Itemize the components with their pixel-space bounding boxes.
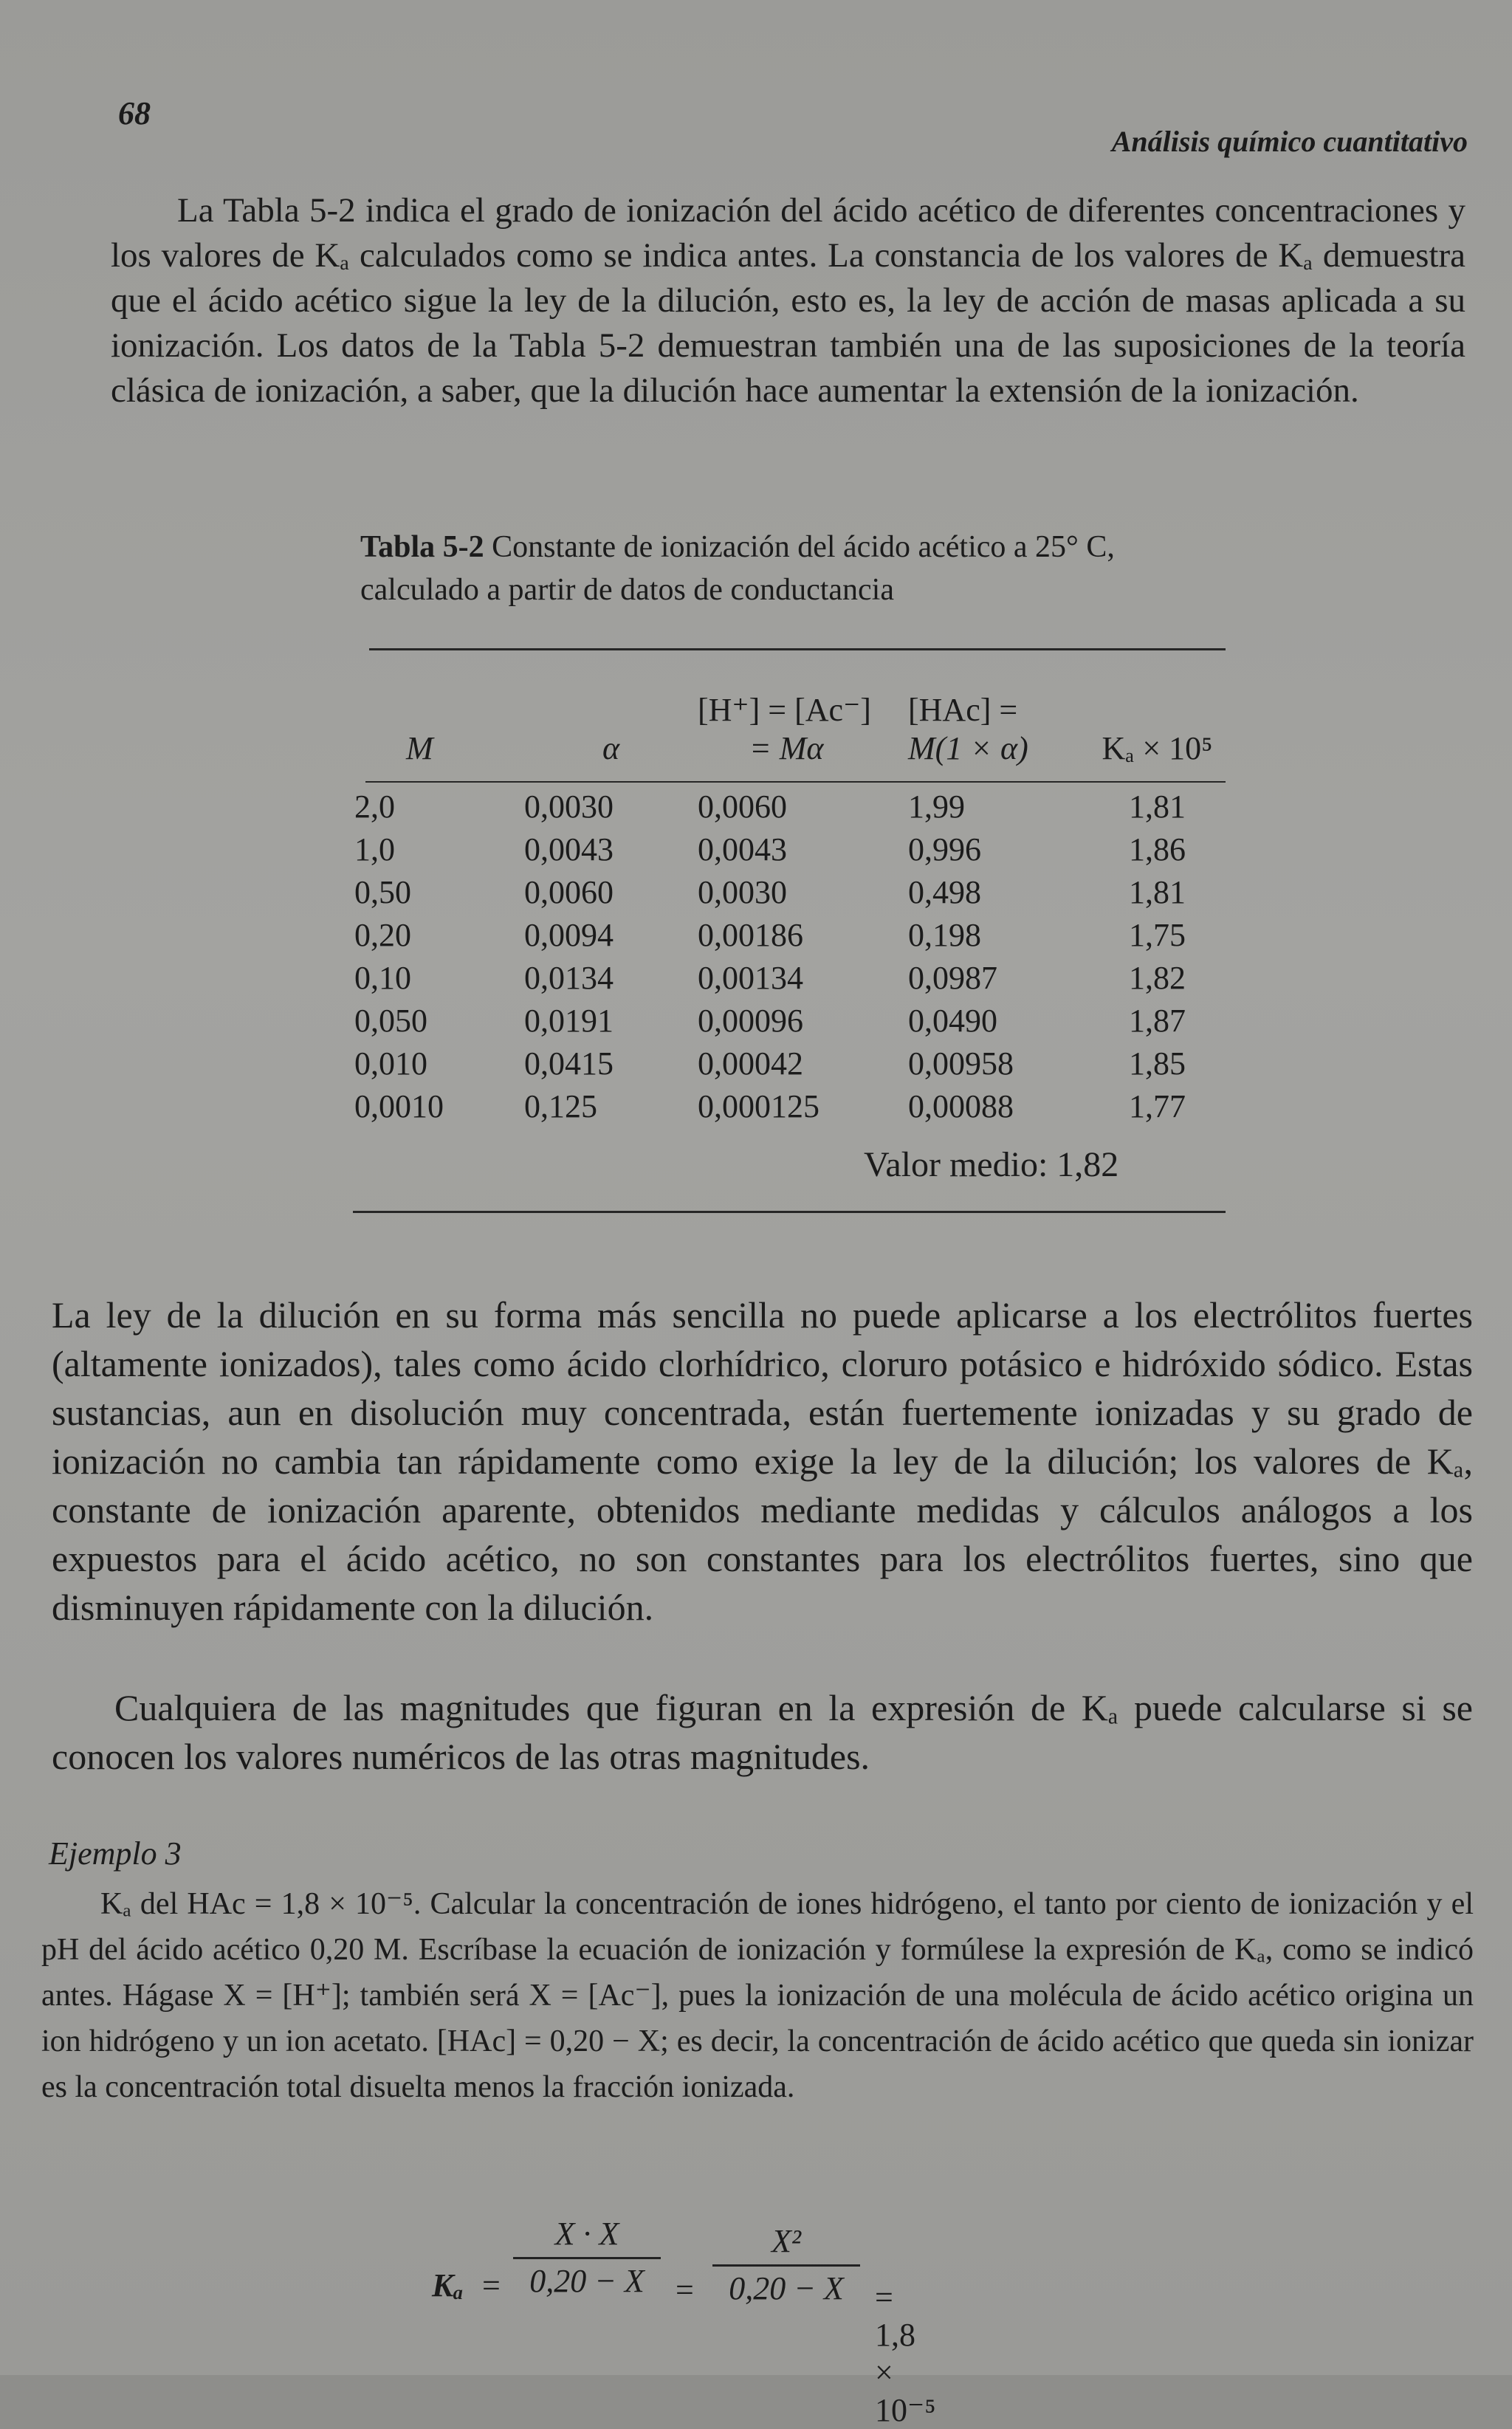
ionization-table bbox=[347, 664, 1226, 1128]
header-hac-line2: M(1 × α) bbox=[908, 730, 1028, 766]
cell-hac: 0,00088 bbox=[908, 1088, 1014, 1124]
cell-ka: 1,85 bbox=[1129, 1045, 1186, 1082]
cell-m: 0,20 bbox=[354, 917, 411, 953]
cell-alpha: 0,0134 bbox=[524, 960, 614, 996]
fraction-1-numerator: X · X bbox=[513, 2215, 661, 2259]
cell-alpha: 0,0043 bbox=[524, 831, 614, 868]
cell-alpha: 0,0060 bbox=[524, 874, 614, 910]
running-title: Análisis químico cuantitativo bbox=[1111, 125, 1468, 158]
mean-value: 1,82 bbox=[1056, 1145, 1119, 1184]
table-row bbox=[347, 914, 1226, 957]
example-text: Kₐ del HAc = 1,8 × 10⁻⁵. Calcular la concentración de iones hidrógeno, el tanto por ciento de ionización y el pH del ácido acético 0,20 M. Escríbase la ecuación de ionización y formúlese la expresión de Kₐ, como se indicó antes. Hágase X = [H⁺]; también será X = [Ac⁻], pues la ionización de una molécula de ácido acético origina un ion hidrógeno y un ion acetato. [HAc] = 0,20 − X; es decir, la concentración de ácido acético que queda sin ionizar es la concentración total disuelta menos la fracción ionizada. bbox=[41, 1887, 1474, 2104]
cell-h: 0,00042 bbox=[698, 1045, 803, 1082]
cell-alpha: 0,0030 bbox=[524, 789, 614, 825]
cell-hac: 0,996 bbox=[908, 831, 981, 868]
cell-ka: 1,86 bbox=[1129, 831, 1186, 868]
table-caption-text: Constante de ionización del ácido acético a 25° C, calculado a partir de datos de conductancia bbox=[360, 530, 1115, 607]
fraction-2-denominator: 0,20 − X bbox=[729, 2270, 844, 2306]
table-row bbox=[347, 871, 1226, 914]
paragraph-intro: La Tabla 5-2 indica el grado de ionización del ácido acético de diferentes concentraciones y los valores de Kₐ calculados como se indica antes. La constancia de los valores de Kₐ demuestra que el ácido acético sigue la ley de la dilución, esto es, la ley de acción de masas aplicada a su ionización. Los datos de la Tabla 5-2 demuestran también una de las suposiciones de la teoría clásica de ionización, a saber, que la dilución hace aumentar la extensión de la ionización. bbox=[111, 191, 1465, 410]
cell-alpha: 0,125 bbox=[524, 1088, 597, 1124]
cell-m: 1,0 bbox=[354, 831, 395, 868]
formula-equals: = bbox=[676, 2272, 694, 2308]
cell-hac: 0,0490 bbox=[908, 1003, 997, 1039]
cell-m: 2,0 bbox=[354, 789, 395, 825]
cell-ka: 1,77 bbox=[1129, 1088, 1186, 1124]
formula-rhs: = 1,8 × 10⁻⁵ bbox=[875, 2279, 936, 2428]
cell-h: 0,0060 bbox=[698, 789, 787, 825]
cell-ka: 1,81 bbox=[1129, 789, 1186, 825]
cell-ka: 1,75 bbox=[1129, 917, 1186, 953]
cell-ka: 1,87 bbox=[1129, 1003, 1186, 1039]
cell-hac: 0,198 bbox=[908, 917, 981, 953]
cell-alpha: 0,0094 bbox=[524, 917, 614, 953]
mean-label: Valor medio: bbox=[864, 1145, 1048, 1184]
cell-hac: 0,0987 bbox=[908, 960, 997, 996]
table-row bbox=[347, 768, 1226, 828]
table-row bbox=[347, 828, 1226, 871]
table-row bbox=[347, 1042, 1226, 1085]
formula-fraction-2 bbox=[712, 2222, 860, 2307]
header-h-ac bbox=[698, 664, 908, 768]
header-m: M bbox=[406, 730, 433, 766]
paragraph-magnitudes: Cualquiera de las magnitudes que figuran en la expresión de Kₐ puede calcularse si se conocen los valores numéricos de las otras magnitudes. bbox=[52, 1687, 1473, 1777]
cell-h: 0,0043 bbox=[698, 831, 787, 868]
cell-h: 0,00186 bbox=[698, 917, 803, 953]
header-hac bbox=[908, 664, 1089, 768]
cell-ka: 1,81 bbox=[1129, 874, 1186, 910]
table-rule-header bbox=[365, 781, 1226, 783]
header-ka: Kₐ × 10⁵ bbox=[1102, 730, 1213, 766]
table-row bbox=[347, 957, 1226, 1000]
table-rule-bottom bbox=[353, 1211, 1226, 1213]
cell-alpha: 0,0415 bbox=[524, 1045, 614, 1082]
formula-lhs: Kₐ bbox=[432, 2267, 464, 2303]
table-caption-label: Tabla 5-2 bbox=[360, 530, 484, 564]
cell-h: 0,00134 bbox=[698, 960, 803, 996]
formula-fraction-1 bbox=[513, 2215, 661, 2300]
paragraph-strong-electrolytes: La ley de la dilución en su forma más sencilla no puede aplicarse a los electrólitos fuertes (altamente ionizados), tales como ácido clorhídrico, cloruro potásico e hidróxido sódico. Estas sustancias, aun en disolución muy concentrada, están fuertemente ionizadas y su grado de ionización no cambia tan rápidamente como exige la ley de la dilución; los valores de Kₐ, constante de ionización aparente, obtenidos mediante medidas y cálculos análogos a los expuestos para el ácido acético, no son constantes para los electrólitos fuertes, sino que disminuyen rápidamente con la dilución. bbox=[52, 1294, 1473, 1628]
cell-h: 0,000125 bbox=[698, 1088, 819, 1124]
fraction-2-numerator: X² bbox=[712, 2222, 860, 2267]
header-alpha: α bbox=[602, 730, 620, 766]
cell-m: 0,10 bbox=[354, 960, 411, 996]
table-mean-row bbox=[864, 1144, 1118, 1185]
cell-m: 0,0010 bbox=[354, 1088, 444, 1124]
header-h-ac-line1: [H⁺] = [Ac⁻] bbox=[698, 692, 871, 728]
cell-m: 0,50 bbox=[354, 874, 411, 910]
cell-ka: 1,82 bbox=[1129, 960, 1186, 996]
cell-h: 0,0030 bbox=[698, 874, 787, 910]
cell-hac: 0,498 bbox=[908, 874, 981, 910]
header-hac-line1: [HAc] = bbox=[908, 692, 1018, 728]
cell-alpha: 0,0191 bbox=[524, 1003, 614, 1039]
page-number: 68 bbox=[118, 95, 151, 131]
table-row bbox=[347, 1085, 1226, 1128]
example-title: Ejemplo 3 bbox=[49, 1835, 182, 1872]
cell-m: 0,050 bbox=[354, 1003, 427, 1039]
table-header-row bbox=[347, 664, 1226, 768]
cell-m: 0,010 bbox=[354, 1045, 427, 1082]
cell-hac: 0,00958 bbox=[908, 1045, 1014, 1082]
fraction-1-denominator: 0,20 − X bbox=[529, 2263, 645, 2299]
header-h-ac-line2: = Mα bbox=[749, 730, 824, 766]
table-rule-top bbox=[369, 648, 1226, 650]
cell-h: 0,00096 bbox=[698, 1003, 803, 1039]
formula-equals: = bbox=[482, 2267, 501, 2303]
page-header bbox=[118, 95, 1468, 158]
table-row bbox=[347, 1000, 1226, 1042]
cell-hac: 1,99 bbox=[908, 789, 965, 825]
table-caption bbox=[360, 526, 1231, 611]
